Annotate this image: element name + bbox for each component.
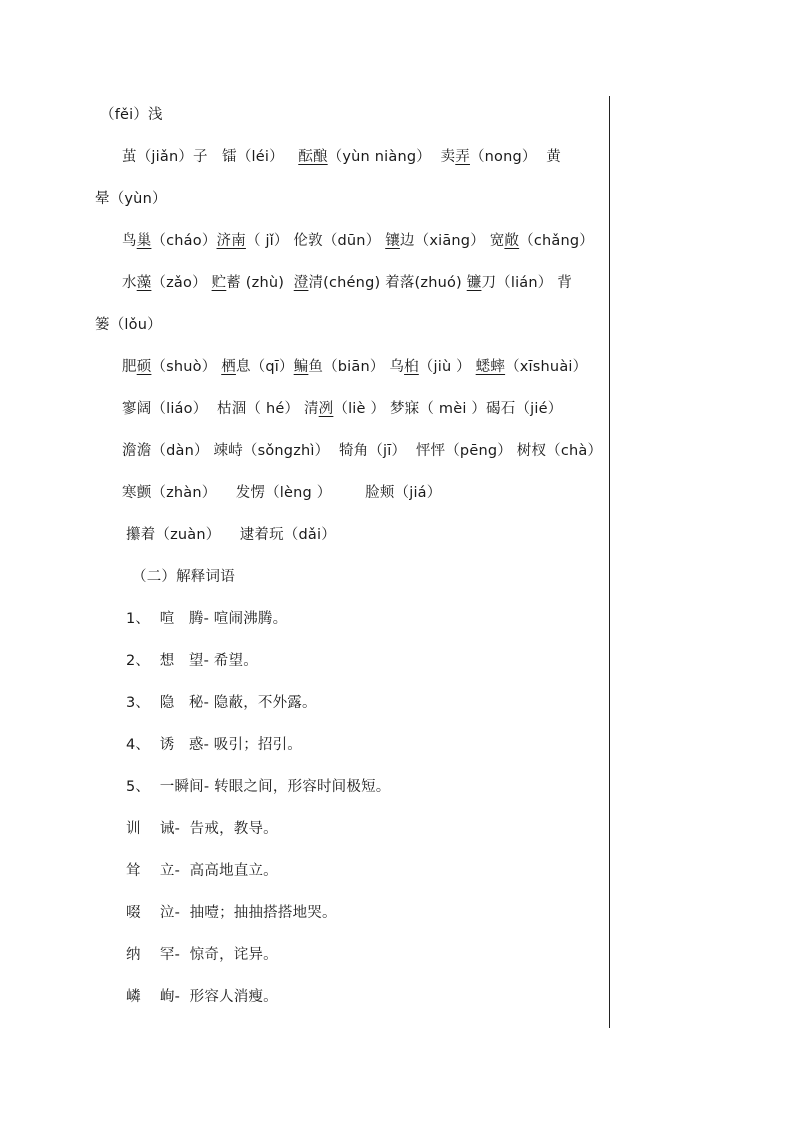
underlined-word: 硕 [136, 359, 152, 375]
text-segment: 蓄 (zhù) [226, 275, 294, 291]
text-line [95, 187, 167, 211]
underlined-word: 敞 [504, 233, 520, 249]
text-line [126, 775, 390, 799]
underlined-word: 巢 [136, 233, 152, 249]
text-segment: （yùn niàng） 卖 [327, 149, 456, 165]
text-line [122, 145, 561, 169]
text-segment: 攥着（zuàn） 逮着玩（dǎi） [126, 527, 336, 543]
text-line [122, 481, 441, 505]
underlined-word: 藻 [136, 275, 152, 291]
text-segment: （cháo） [151, 233, 217, 249]
text-line [126, 859, 278, 883]
text-segment: （fěi）浅 [100, 107, 163, 123]
underlined-word: 镰 [466, 275, 482, 291]
underlined-word: 澄 [293, 275, 309, 291]
underlined-word: 桕 [404, 359, 419, 375]
text-segment: 纳 罕- 惊奇，诧异。 [126, 947, 278, 963]
text-segment: 茧（jiǎn）子 镭（léi） [122, 149, 299, 165]
text-segment: 清(chéng) 着落(zhuó) [308, 275, 467, 291]
text-segment: 篓（lǒu） [95, 317, 162, 333]
text-segment: 训 诫- 告戒，教导。 [126, 821, 278, 837]
text-segment: 啜 泣- 抽噎；抽抽搭搭地哭。 [126, 905, 337, 921]
text-line [95, 313, 162, 337]
text-line [126, 607, 287, 631]
text-line [126, 901, 337, 925]
underlined-word: 冽 [318, 401, 334, 417]
text-segment: 水 [122, 275, 137, 291]
text-segment: 2、 想 望- 希望。 [126, 653, 258, 669]
text-line [126, 691, 317, 715]
text-line [126, 733, 302, 757]
text-line [122, 397, 562, 421]
text-segment: 息（qī） [235, 359, 294, 375]
text-segment: 鱼（biān） 乌 [308, 359, 405, 375]
underlined-word: 镶 [385, 233, 400, 249]
text-segment: 澹澹（dàn） 竦峙（sǒngzhì） 犄角（jī） 怦怦（pēng） 树杈（chà） [122, 443, 603, 459]
text-segment: 耸 立- 高高地直立。 [126, 863, 278, 879]
text-segment: 寥阔（liáo） 枯涸（ hé） 清 [122, 401, 319, 417]
underlined-word: 贮 [211, 275, 227, 291]
underlined-word: 蟋蟀 [475, 359, 506, 375]
text-line [122, 271, 572, 295]
text-line [132, 565, 235, 589]
text-segment: （jiù ） [418, 359, 476, 375]
text-segment: 边（xiāng） 宽 [399, 233, 505, 249]
text-segment: （shuò） [151, 359, 222, 375]
underlined-word: 鳊 [293, 359, 309, 375]
text-line [122, 355, 587, 379]
text-segment: （ jǐ） 伦敦（dūn） [245, 233, 386, 249]
text-segment: 肥 [122, 359, 137, 375]
text-line [100, 103, 163, 127]
text-segment: （nong） 黄 [469, 149, 561, 165]
text-segment: 晕（yùn） [95, 191, 167, 207]
text-line [122, 439, 602, 463]
text-segment: （二）解释词语 [132, 569, 235, 585]
text-segment: （liè ） 梦寐（ mèi ）碣石（jié） [333, 401, 563, 417]
text-segment: 寒颤（zhàn） 发愣（lèng ） 脸颊（jiá） [122, 485, 442, 501]
text-segment: 4、 诱 惑- 吸引；招引。 [126, 737, 303, 753]
text-line [126, 649, 258, 673]
text-segment: （xīshuài） [505, 359, 588, 375]
text-segment: （zǎo） [151, 275, 212, 291]
text-line [126, 817, 278, 841]
text-segment: 鸟 [122, 233, 137, 249]
text-segment: 1、 喧 腾- 喧闹沸腾。 [126, 611, 288, 627]
underlined-word: 济南 [216, 233, 246, 249]
text-line [126, 985, 278, 1009]
text-segment: （chǎng） [519, 233, 594, 249]
text-line [122, 229, 594, 253]
text-segment: 刀（lián） 背 [481, 275, 572, 291]
right-border-line [609, 96, 610, 1028]
text-line [126, 943, 278, 967]
text-segment: 嶙 峋- 形容人消瘦。 [126, 989, 278, 1005]
underlined-word: 酝酿 [298, 149, 328, 165]
underlined-word: 弄 [455, 149, 470, 165]
text-segment: 3、 隐 秘- 隐蔽，不外露。 [126, 695, 317, 711]
text-segment: 5、 一瞬间- 转眼之间，形容时间极短。 [126, 779, 391, 795]
text-line [126, 523, 336, 547]
underlined-word: 栖 [221, 359, 236, 375]
